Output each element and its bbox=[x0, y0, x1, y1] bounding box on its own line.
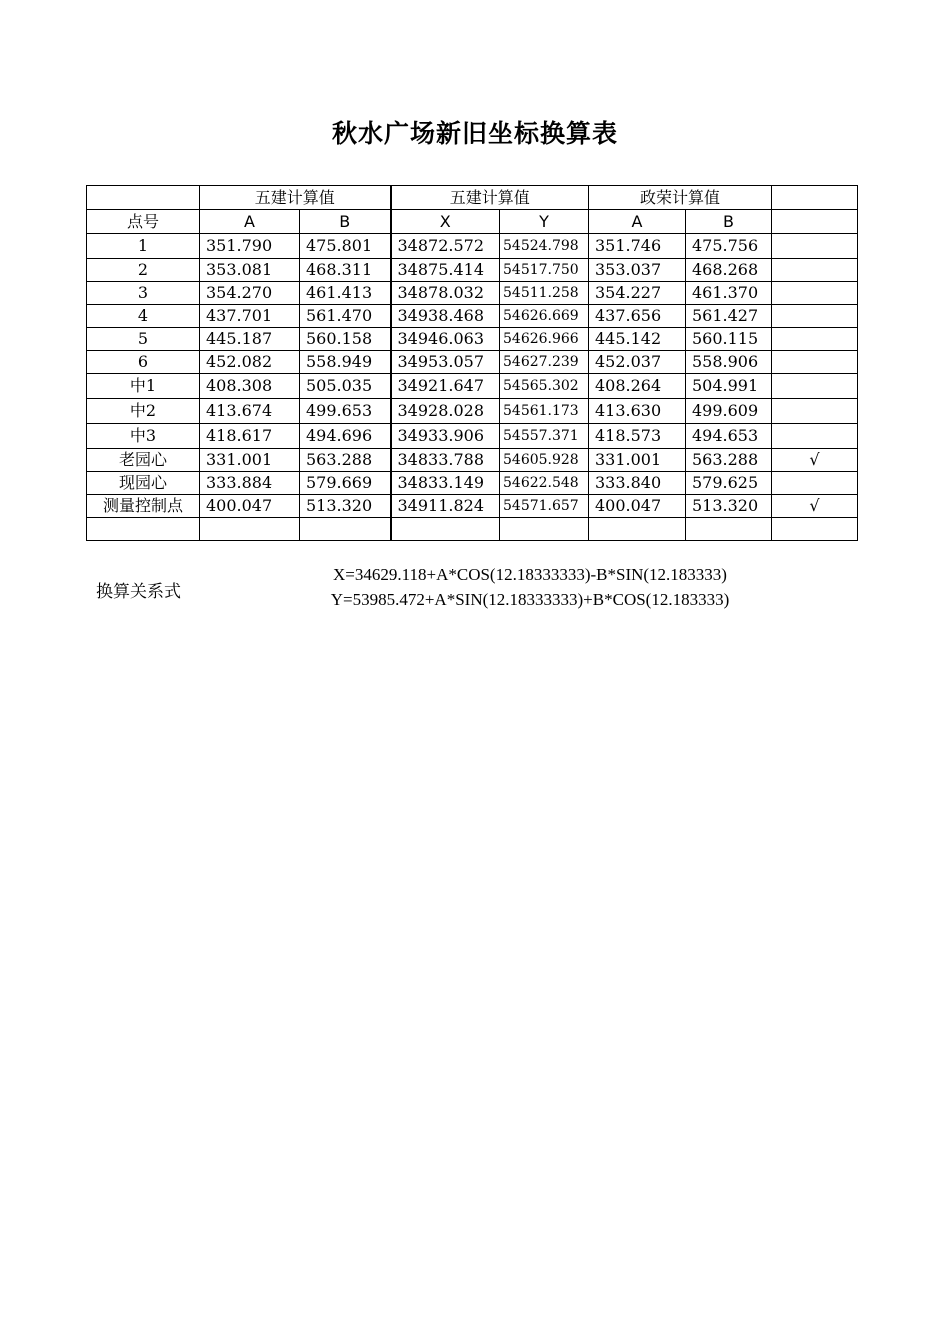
cell-y: 54561.173 bbox=[500, 399, 589, 424]
col-header-b: B bbox=[300, 210, 391, 234]
table-row bbox=[87, 351, 858, 374]
cell-a: 445.187 bbox=[200, 328, 300, 351]
cell-a2: 418.573 bbox=[589, 424, 686, 449]
cell-a2: 413.630 bbox=[589, 399, 686, 424]
cell-y: 54626.966 bbox=[500, 328, 589, 351]
table-row bbox=[87, 518, 858, 541]
cell-a: 413.674 bbox=[200, 399, 300, 424]
cell-x: 34872.572 bbox=[391, 234, 500, 259]
page-title: 秋水广场新旧坐标换算表 bbox=[331, 119, 618, 148]
header-blank bbox=[772, 186, 858, 210]
check-mark-cell bbox=[772, 259, 858, 282]
cell-y: 54605.928 bbox=[500, 449, 589, 472]
point-id-cell: 3 bbox=[87, 282, 200, 305]
cell-a2: 400.047 bbox=[589, 495, 686, 518]
cell-b2: 468.268 bbox=[686, 259, 772, 282]
cell-b: 494.696 bbox=[300, 424, 391, 449]
check-mark-cell bbox=[772, 374, 858, 399]
cell-a: 408.308 bbox=[200, 374, 300, 399]
cell-a: 353.081 bbox=[200, 259, 300, 282]
cell-a: 400.047 bbox=[200, 495, 300, 518]
group-header-wujian-xy: 五建计算值 bbox=[391, 186, 589, 210]
cell-b: 513.320 bbox=[300, 495, 391, 518]
point-id-cell: 中1 bbox=[87, 374, 200, 399]
cell-y: 54524.798 bbox=[500, 234, 589, 259]
cell-x: 34833.788 bbox=[391, 449, 500, 472]
cell-a2: 353.037 bbox=[589, 259, 686, 282]
group-header-row bbox=[87, 186, 858, 210]
cell-b: 505.035 bbox=[300, 374, 391, 399]
table-row bbox=[87, 259, 858, 282]
cell-a: 418.617 bbox=[200, 424, 300, 449]
cell-a: 354.270 bbox=[200, 282, 300, 305]
cell-b: 468.311 bbox=[300, 259, 391, 282]
check-mark-cell bbox=[772, 472, 858, 495]
cell-y: 54517.750 bbox=[500, 259, 589, 282]
group-header-zhengrong: 政荣计算值 bbox=[589, 186, 772, 210]
cell-a2: 351.746 bbox=[589, 234, 686, 259]
cell-x: 34911.824 bbox=[391, 495, 500, 518]
table-row bbox=[87, 234, 858, 259]
cell-y: 54622.548 bbox=[500, 472, 589, 495]
point-id-cell: 老园心 bbox=[87, 449, 200, 472]
cell-b2 bbox=[686, 518, 772, 541]
cell-y bbox=[500, 518, 589, 541]
cell-a2: 408.264 bbox=[589, 374, 686, 399]
cell-a: 437.701 bbox=[200, 305, 300, 328]
table-row bbox=[87, 328, 858, 351]
cell-b2: 494.653 bbox=[686, 424, 772, 449]
cell-b2: 558.906 bbox=[686, 351, 772, 374]
cell-y: 54571.657 bbox=[500, 495, 589, 518]
col-header-a: A bbox=[200, 210, 300, 234]
table-row bbox=[87, 282, 858, 305]
point-id-cell: 1 bbox=[87, 234, 200, 259]
cell-x: 34833.149 bbox=[391, 472, 500, 495]
cell-b2: 499.609 bbox=[686, 399, 772, 424]
check-mark-cell bbox=[772, 234, 858, 259]
check-mark-cell bbox=[772, 282, 858, 305]
point-id-cell: 现园心 bbox=[87, 472, 200, 495]
cell-b: 461.413 bbox=[300, 282, 391, 305]
cell-a2: 354.227 bbox=[589, 282, 686, 305]
cell-y: 54565.302 bbox=[500, 374, 589, 399]
point-id-cell bbox=[87, 518, 200, 541]
cell-b2: 579.625 bbox=[686, 472, 772, 495]
coordinate-table bbox=[86, 185, 858, 541]
cell-b2: 563.288 bbox=[686, 449, 772, 472]
point-id-cell: 6 bbox=[87, 351, 200, 374]
formula-x: X=34629.118+A*COS(12.18333333)-B*SIN(12.183333) bbox=[333, 565, 727, 584]
cell-b: 561.470 bbox=[300, 305, 391, 328]
cell-x: 34921.647 bbox=[391, 374, 500, 399]
cell-x: 34946.063 bbox=[391, 328, 500, 351]
cell-x: 34875.414 bbox=[391, 259, 500, 282]
point-id-cell: 中2 bbox=[87, 399, 200, 424]
check-mark-cell: √ bbox=[772, 449, 858, 472]
cell-b: 563.288 bbox=[300, 449, 391, 472]
check-mark-cell bbox=[772, 328, 858, 351]
cell-b bbox=[300, 518, 391, 541]
cell-a: 452.082 bbox=[200, 351, 300, 374]
cell-a bbox=[200, 518, 300, 541]
cell-b: 499.653 bbox=[300, 399, 391, 424]
cell-x: 34928.028 bbox=[391, 399, 500, 424]
cell-a: 351.790 bbox=[200, 234, 300, 259]
cell-b: 475.801 bbox=[300, 234, 391, 259]
table-row bbox=[87, 305, 858, 328]
cell-b2: 475.756 bbox=[686, 234, 772, 259]
cell-b2: 504.991 bbox=[686, 374, 772, 399]
cell-a2: 333.840 bbox=[589, 472, 686, 495]
cell-b: 558.949 bbox=[300, 351, 391, 374]
cell-x bbox=[391, 518, 500, 541]
cell-a2: 452.037 bbox=[589, 351, 686, 374]
cell-b2: 560.115 bbox=[686, 328, 772, 351]
table-row bbox=[87, 495, 858, 518]
table-row bbox=[87, 374, 858, 399]
col-header-x: X bbox=[391, 210, 500, 234]
cell-y: 54557.371 bbox=[500, 424, 589, 449]
cell-x: 34953.057 bbox=[391, 351, 500, 374]
point-id-cell: 4 bbox=[87, 305, 200, 328]
cell-b2: 561.427 bbox=[686, 305, 772, 328]
cell-x: 34878.032 bbox=[391, 282, 500, 305]
check-mark-cell bbox=[772, 518, 858, 541]
cell-a2: 445.142 bbox=[589, 328, 686, 351]
group-header-wujian-ab: 五建计算值 bbox=[200, 186, 391, 210]
col-header-check bbox=[772, 210, 858, 234]
cell-a2: 331.001 bbox=[589, 449, 686, 472]
point-id-cell: 2 bbox=[87, 259, 200, 282]
table-row bbox=[87, 424, 858, 449]
formula-label: 换算关系式 bbox=[96, 582, 181, 602]
cell-x: 34938.468 bbox=[391, 305, 500, 328]
point-id-cell: 中3 bbox=[87, 424, 200, 449]
check-mark-cell: √ bbox=[772, 495, 858, 518]
col-header-y: Y bbox=[500, 210, 589, 234]
cell-y: 54511.258 bbox=[500, 282, 589, 305]
cell-x: 34933.906 bbox=[391, 424, 500, 449]
cell-a2: 437.656 bbox=[589, 305, 686, 328]
cell-b: 579.669 bbox=[300, 472, 391, 495]
cell-a2 bbox=[589, 518, 686, 541]
cell-a: 333.884 bbox=[200, 472, 300, 495]
check-mark-cell bbox=[772, 351, 858, 374]
check-mark-cell bbox=[772, 424, 858, 449]
cell-b: 560.158 bbox=[300, 328, 391, 351]
cell-y: 54627.239 bbox=[500, 351, 589, 374]
cell-a: 331.001 bbox=[200, 449, 300, 472]
col-header-point: 点号 bbox=[87, 210, 200, 234]
cell-b2: 513.320 bbox=[686, 495, 772, 518]
col-header-b2: B bbox=[686, 210, 772, 234]
table-row bbox=[87, 399, 858, 424]
cell-b2: 461.370 bbox=[686, 282, 772, 305]
cell-y: 54626.669 bbox=[500, 305, 589, 328]
table-row bbox=[87, 472, 858, 495]
col-header-a2: A bbox=[589, 210, 686, 234]
point-id-cell: 5 bbox=[87, 328, 200, 351]
column-header-row bbox=[87, 210, 858, 234]
formula-y: Y=53985.472+A*SIN(12.18333333)+B*COS(12.183333) bbox=[330, 590, 730, 609]
point-id-cell: 测量控制点 bbox=[87, 495, 200, 518]
check-mark-cell bbox=[772, 399, 858, 424]
table-row bbox=[87, 449, 858, 472]
header-blank bbox=[87, 186, 200, 210]
check-mark-cell bbox=[772, 305, 858, 328]
